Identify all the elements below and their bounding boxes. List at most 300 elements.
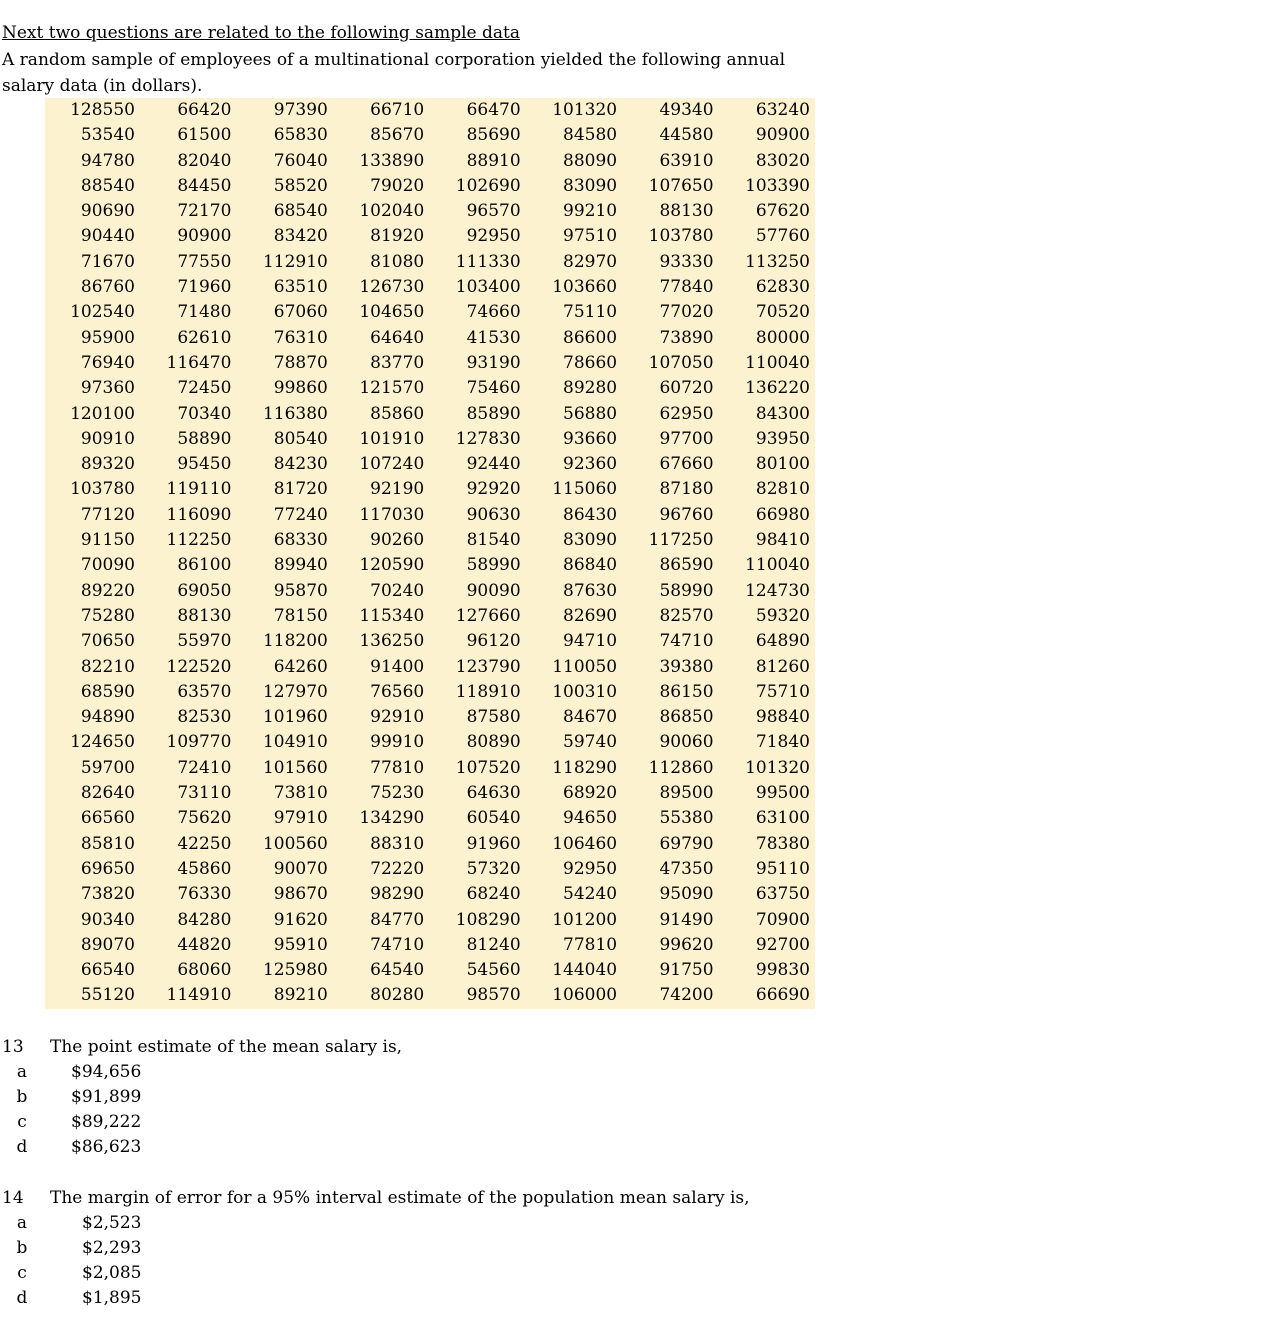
table-cell: 71960 [177,277,232,298]
table-cell: 96120 [466,631,521,652]
table-cell: 44580 [659,125,714,146]
table-cell: 67660 [659,454,714,475]
table-cell: 118200 [262,631,328,652]
table-cell: 103660 [552,277,618,298]
table-row [45,806,815,831]
table-cell: 75460 [466,378,521,399]
table-row [45,553,815,578]
table-cell: 90060 [659,732,714,753]
table-cell: 107650 [648,175,714,196]
table-cell: 80890 [466,732,521,753]
table-cell: 106000 [552,985,618,1006]
table-row [45,98,815,123]
table-cell: 58990 [466,555,521,576]
table-cell: 86850 [659,707,714,728]
table-cell: 78870 [273,352,328,373]
table-cell: 92190 [370,479,425,500]
table-cell: 44820 [177,934,232,955]
table-cell: 54240 [563,884,618,905]
table-cell: 80540 [273,428,328,449]
table-cell: 93330 [659,251,714,272]
table-cell: 89210 [273,985,328,1006]
table-cell: 95090 [659,884,714,905]
table-cell: 85810 [80,833,135,854]
table-cell: 97910 [273,808,328,829]
table-cell: 76330 [177,884,232,905]
table-cell: 99500 [755,783,810,804]
option-letter: d [16,1137,28,1157]
table-cell: 122520 [166,656,232,677]
table-cell: 101960 [262,707,328,728]
table-cell: 101320 [745,757,810,778]
table-cell: 98670 [273,884,328,905]
table-cell: 104650 [359,302,425,323]
table-cell: 136250 [359,631,425,652]
table-cell: 75710 [755,681,810,702]
table-cell: 66420 [177,100,232,120]
table-cell: 96760 [659,504,714,525]
table-cell: 77810 [370,757,425,778]
table-cell: 123790 [455,656,521,677]
table-cell: 81720 [273,479,328,500]
table-cell: 64540 [370,960,425,981]
table-cell: 45860 [177,858,232,879]
table-row [45,604,815,629]
table-cell: 66710 [370,100,425,120]
table-cell: 107050 [648,352,714,373]
table-cell: 89500 [659,783,714,804]
option-letter: b [16,1087,28,1107]
table-cell: 79020 [370,175,425,196]
table-cell: 82530 [177,707,232,728]
section-heading: Next two questions are related to the following sample data [2,23,520,43]
table-cell: 133890 [359,150,425,171]
table-cell: 127970 [262,681,328,702]
table-cell: 55120 [80,985,135,1006]
table-cell: 78380 [755,833,810,854]
table-cell: 70900 [755,909,810,930]
question-text: The margin of error for a 95% interval estimate of the population mean salary is, [50,1188,750,1208]
table-cell: 63240 [755,100,810,120]
table-cell: 70340 [177,403,232,424]
table-cell: 62830 [755,277,810,298]
table-cell: 61500 [177,125,232,146]
table-cell: 89070 [80,934,135,955]
table-cell: 66690 [755,985,810,1006]
table-cell: 69790 [659,833,714,854]
table-cell: 81240 [466,934,521,955]
table-cell: 110040 [745,555,810,576]
table-cell: 77840 [659,277,714,298]
table-cell: 91490 [659,909,714,930]
table-row [45,199,815,224]
table-row [45,452,815,477]
table-cell: 80280 [370,985,425,1006]
table-cell: 89940 [273,555,328,576]
table-cell: 107240 [359,454,425,475]
table-cell: 90440 [80,226,135,247]
table-cell: 77550 [177,251,232,272]
table-cell: 88130 [177,605,232,626]
table-cell: 94650 [563,808,618,829]
table-cell: 112250 [166,530,232,551]
table-cell: 127660 [455,605,521,626]
table-row [45,705,815,730]
table-cell: 80000 [755,327,810,348]
option-14-d[interactable] [2,1288,302,1312]
question-14 [2,1188,902,1212]
table-cell: 104910 [262,732,328,753]
table-row [45,402,815,427]
table-cell: 103780 [648,226,714,247]
table-cell: 84770 [370,909,425,930]
table-row [45,427,815,452]
table-cell: 98570 [466,985,521,1006]
table-cell: 95110 [755,858,810,879]
table-cell: 81540 [466,530,521,551]
table-cell: 49340 [659,100,714,120]
table-cell: 92360 [563,454,618,475]
table-cell: 86150 [659,681,714,702]
table-cell: 56880 [563,403,618,424]
table-row [45,730,815,755]
table-cell: 74200 [659,985,714,1006]
table-row [45,933,815,958]
table-cell: 68590 [80,681,135,702]
table-cell: 68330 [273,530,328,551]
table-cell: 93950 [755,428,810,449]
table-cell: 92950 [466,226,521,247]
table-cell: 75230 [370,783,425,804]
table-cell: 127830 [455,428,521,449]
table-row [45,326,815,351]
table-cell: 60540 [466,808,521,829]
table-cell: 98410 [755,530,810,551]
table-cell: 62950 [659,403,714,424]
table-row [45,503,815,528]
table-row [45,908,815,933]
table-cell: 72410 [177,757,232,778]
table-row [45,781,815,806]
question-13 [2,1037,802,1061]
table-cell: 70090 [80,555,135,576]
option-14-a[interactable] [2,1213,302,1237]
table-cell: 41530 [466,327,521,348]
table-cell: 59740 [563,732,618,753]
table-cell: 76040 [273,150,328,171]
table-cell: 96570 [466,201,521,222]
table-cell: 89320 [80,454,135,475]
table-cell: 119110 [166,479,232,500]
table-cell: 100310 [552,681,618,702]
table-cell: 88090 [563,150,618,171]
option-value: $2,293 [82,1238,142,1258]
table-cell: 128550 [70,100,135,120]
table-cell: 90090 [466,580,521,601]
table-cell: 58890 [177,428,232,449]
table-cell: 144040 [552,960,618,981]
table-cell: 67060 [273,302,328,323]
table-cell: 85860 [370,403,425,424]
table-cell: 77240 [273,504,328,525]
table-cell: 95870 [273,580,328,601]
table-cell: 92440 [466,454,521,475]
table-cell: 75280 [80,605,135,626]
table-cell: 90690 [80,201,135,222]
table-cell: 71670 [80,251,135,272]
table-row [45,832,815,857]
option-13-d[interactable] [2,1137,302,1161]
table-cell: 73110 [177,783,232,804]
table-cell: 99830 [755,960,810,981]
table-row [45,983,815,1008]
table-cell: 83090 [563,175,618,196]
option-letter: a [16,1213,28,1233]
table-cell: 101560 [262,757,328,778]
table-cell: 83020 [755,150,810,171]
table-cell: 86100 [177,555,232,576]
table-cell: 63750 [755,884,810,905]
table-cell: 64630 [466,783,521,804]
table-cell: 77810 [563,934,618,955]
table-cell: 84280 [177,909,232,930]
table-cell: 92700 [755,934,810,955]
table-cell: 89220 [80,580,135,601]
table-cell: 117250 [648,530,714,551]
table-cell: 55380 [659,808,714,829]
table-cell: 109770 [166,732,232,753]
table-cell: 73820 [80,884,135,905]
table-cell: 87580 [466,707,521,728]
table-cell: 66560 [80,808,135,829]
table-cell: 99860 [273,378,328,399]
option-13-a[interactable] [2,1062,302,1086]
table-row [45,629,815,654]
table-cell: 85690 [466,125,521,146]
table-cell: 86430 [563,504,618,525]
table-cell: 107520 [455,757,521,778]
table-cell: 71840 [755,732,810,753]
table-cell: 92910 [370,707,425,728]
table-row [45,376,815,401]
table-cell: 113250 [745,251,810,272]
table-cell: 58520 [273,175,328,196]
table-cell: 97390 [273,100,328,120]
table-cell: 84230 [273,454,328,475]
table-cell: 74660 [466,302,521,323]
table-row [45,224,815,249]
table-cell: 70240 [370,580,425,601]
option-value: $1,895 [82,1288,142,1308]
table-cell: 115060 [552,479,618,500]
table-cell: 84670 [563,707,618,728]
table-cell: 93660 [563,428,618,449]
table-cell: 77020 [659,302,714,323]
option-value: $2,085 [82,1263,142,1283]
table-cell: 90630 [466,504,521,525]
table-cell: 86590 [659,555,714,576]
table-cell: 91150 [80,530,135,551]
option-letter: c [17,1112,27,1132]
table-cell: 103400 [455,277,521,298]
table-cell: 112860 [648,757,714,778]
table-cell: 120100 [70,403,135,424]
option-value: $2,523 [82,1213,142,1233]
option-14-b[interactable] [2,1238,302,1262]
table-cell: 121570 [359,378,425,399]
table-cell: 99620 [659,934,714,955]
table-cell: 90070 [273,858,328,879]
table-cell: 54560 [466,960,521,981]
option-value: $94,656 [71,1062,142,1082]
table-cell: 75620 [177,808,232,829]
table-cell: 63570 [177,681,232,702]
option-value: $91,899 [71,1087,142,1107]
table-cell: 86760 [80,277,135,298]
option-value: $86,623 [71,1137,142,1157]
option-14-c[interactable] [2,1263,302,1287]
table-cell: 91960 [466,833,521,854]
table-row [45,351,815,376]
question-number: 14 [2,1188,24,1208]
table-cell: 75110 [563,302,618,323]
table-row [45,680,815,705]
table-cell: 66470 [466,100,521,120]
table-cell: 67620 [755,201,810,222]
table-row [45,477,815,502]
table-cell: 85670 [370,125,425,146]
table-cell: 99910 [370,732,425,753]
table-cell: 74710 [370,934,425,955]
table-cell: 63910 [659,150,714,171]
table-row [45,756,815,781]
table-cell: 124650 [70,732,135,753]
table-cell: 82210 [80,656,135,677]
table-cell: 100560 [262,833,328,854]
table-cell: 59320 [755,605,810,626]
table-cell: 106460 [552,833,618,854]
salary-data-table [45,98,815,1009]
table-row [45,579,815,604]
table-cell: 103780 [70,479,135,500]
table-row [45,958,815,983]
table-cell: 69650 [80,858,135,879]
table-cell: 82970 [563,251,618,272]
option-letter: c [17,1263,27,1283]
table-cell: 91750 [659,960,714,981]
table-cell: 70650 [80,631,135,652]
table-row [45,275,815,300]
table-cell: 124730 [745,580,810,601]
table-cell: 68540 [273,201,328,222]
table-cell: 95450 [177,454,232,475]
table-cell: 90260 [370,530,425,551]
table-cell: 114910 [166,985,232,1006]
table-cell: 66980 [755,504,810,525]
table-cell: 136220 [745,378,810,399]
table-cell: 94780 [80,150,135,171]
table-cell: 58990 [659,580,714,601]
table-cell: 42250 [177,833,232,854]
table-cell: 73890 [659,327,714,348]
table-cell: 87630 [563,580,618,601]
table-cell: 73810 [273,783,328,804]
table-cell: 76560 [370,681,425,702]
table-cell: 78660 [563,352,618,373]
table-row [45,857,815,882]
table-cell: 95900 [80,327,135,348]
option-letter: d [16,1288,28,1308]
table-cell: 80100 [755,454,810,475]
table-cell: 88130 [659,201,714,222]
table-cell: 116090 [166,504,232,525]
table-cell: 69050 [177,580,232,601]
table-cell: 101910 [359,428,425,449]
table-cell: 112910 [262,251,328,272]
table-cell: 101320 [552,100,618,120]
table-cell: 53540 [80,125,135,146]
table-cell: 111330 [455,251,521,272]
table-row [45,250,815,275]
table-cell: 110050 [552,656,618,677]
table-cell: 92920 [466,479,521,500]
table-cell: 102040 [359,201,425,222]
table-cell: 120590 [359,555,425,576]
table-cell: 88540 [80,175,135,196]
table-cell: 64260 [273,656,328,677]
table-cell: 65830 [273,125,328,146]
table-row [45,300,815,325]
table-cell: 110040 [745,352,810,373]
table-cell: 92950 [563,858,618,879]
table-cell: 83770 [370,352,425,373]
table-cell: 39380 [659,656,714,677]
table-cell: 55970 [177,631,232,652]
table-cell: 64890 [755,631,810,652]
option-letter: b [16,1238,28,1258]
table-cell: 68060 [177,960,232,981]
table-cell: 84580 [563,125,618,146]
table-cell: 81260 [755,656,810,677]
table-cell: 95910 [273,934,328,955]
table-cell: 97700 [659,428,714,449]
table-cell: 84300 [755,403,810,424]
table-cell: 98840 [755,707,810,728]
table-cell: 71480 [177,302,232,323]
table-cell: 99210 [563,201,618,222]
table-cell: 62610 [177,327,232,348]
table-cell: 108290 [455,909,521,930]
table-cell: 86600 [563,327,618,348]
table-cell: 126730 [359,277,425,298]
table-row [45,882,815,907]
table-cell: 125980 [262,960,328,981]
option-13-b[interactable] [2,1087,302,1111]
table-cell: 66540 [80,960,135,981]
question-number: 13 [2,1037,24,1057]
table-cell: 101200 [552,909,618,930]
table-cell: 116470 [166,352,232,373]
table-cell: 90900 [177,226,232,247]
option-13-c[interactable] [2,1112,302,1136]
table-cell: 90340 [80,909,135,930]
table-cell: 91620 [273,909,328,930]
table-cell: 90900 [755,125,810,146]
table-row [45,528,815,553]
table-cell: 94710 [563,631,618,652]
table-cell: 90910 [80,428,135,449]
table-cell: 102690 [455,175,521,196]
